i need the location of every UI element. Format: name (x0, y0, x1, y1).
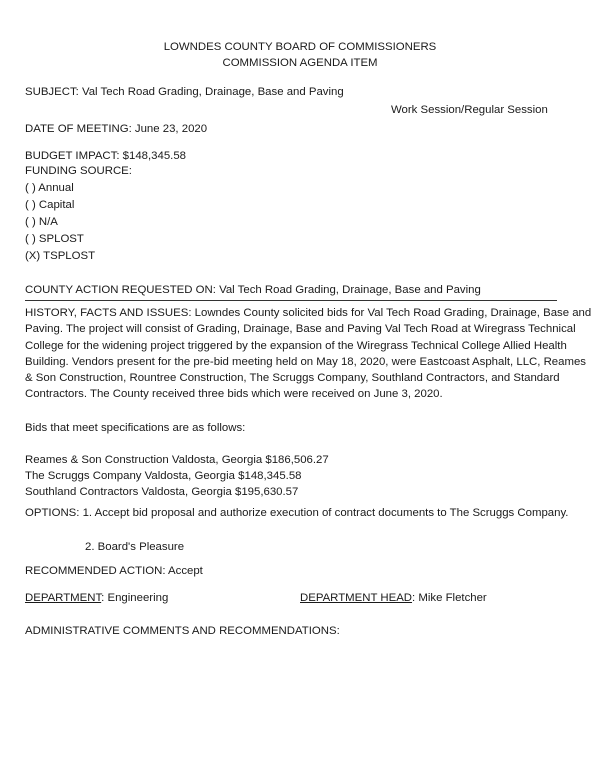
funding-option: ( ) Capital (25, 199, 75, 211)
bids-intro: Bids that meet specifications are as follows: (25, 422, 246, 434)
funding-option-selected: (X) TSPLOST (25, 250, 96, 262)
history-line: & Son Construction, Rountree Construction, The Scruggs Company, Southland Contractors, and Standard (25, 372, 560, 384)
history-line: Building. Vendors present for the pre-bid meeting held on May 18, 2020, were Eastcoast Asphalt, LLC, Reames (25, 356, 586, 368)
history-line: HISTORY, FACTS AND ISSUES: Lowndes County solicited bids for Val Tech Road Grading, Drainage, Base and (25, 307, 592, 319)
budget-impact: BUDGET IMPACT: $148,345.58 (25, 150, 187, 162)
history-line: Paving. The project will consist of Grading, Drainage, Base and Paving Val Tech Road at Wiregrass Technical (25, 323, 576, 335)
funding-option: ( ) N/A (25, 216, 58, 228)
funding-option: ( ) SPLOST (25, 233, 84, 245)
department-value: : Engineering (101, 592, 169, 604)
bid-item: Southland Contractors Valdosta, Georgia $195,630.57 (25, 486, 299, 498)
department-head-value: : Mike Fletcher (412, 592, 487, 604)
department-head-label: DEPARTMENT HEAD (300, 592, 413, 604)
funding-source-label: FUNDING SOURCE: (25, 165, 132, 177)
bid-item: Reames & Son Construction Valdosta, Georgia $186,506.27 (25, 454, 329, 466)
department (25, 590, 168, 606)
administrative-comments: ADMINISTRATIVE COMMENTS AND RECOMMENDATIONS: (25, 625, 340, 637)
session-type: Work Session/Regular Session (391, 104, 548, 116)
meeting-date: DATE OF MEETING: June 23, 2020 (25, 123, 208, 135)
department-label: DEPARTMENT (25, 592, 102, 604)
history-line: Contractors. The County received three bids which were received on June 3, 2020. (25, 388, 443, 400)
divider (25, 300, 557, 301)
recommended-action: RECOMMENDED ACTION: Accept (25, 565, 203, 577)
department-head (300, 590, 487, 606)
action-requested: COUNTY ACTION REQUESTED ON: Val Tech Road Grading, Drainage, Base and Paving (25, 284, 481, 296)
board-title: LOWNDES COUNTY BOARD OF COMMISSIONERS (163, 41, 437, 53)
subject: SUBJECT: Val Tech Road Grading, Drainage, Base and Paving (25, 86, 344, 98)
option-1: OPTIONS: 1. Accept bid proposal and authorize execution of contract documents to The Scruggs Company. (25, 507, 569, 519)
funding-option: ( ) Annual (25, 182, 74, 194)
option-2: 2. Board's Pleasure (85, 541, 185, 553)
history-line: College for the widening project triggered by the expansion of the Wiregrass Technical College Allied Health (25, 340, 567, 352)
bid-item: The Scruggs Company Valdosta, Georgia $148,345.58 (25, 470, 302, 482)
agenda-item-title: COMMISSION AGENDA ITEM (222, 57, 378, 69)
